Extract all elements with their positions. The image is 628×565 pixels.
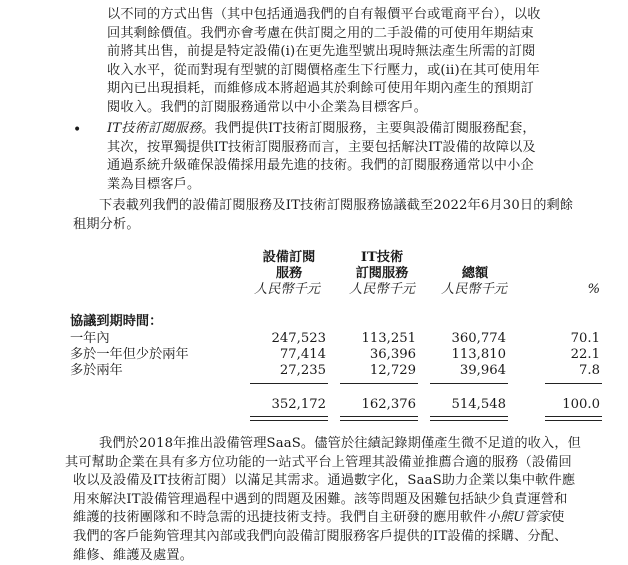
paragraph-saas [65, 435, 582, 565]
table-cell: 39,964 [459, 363, 506, 378]
text-line: 其次，按單獨提供IT技術訂閱服務而言，主要包括解決IT設備的故障以及 [107, 139, 536, 155]
total-double-rule [340, 416, 418, 421]
total-double-rule [430, 416, 508, 421]
table-cell: 7.8 [579, 363, 600, 378]
text-line: 其可幫助企業在具有多方位功能的一站式平台上管理其設備並推薦合適的服務（設備回 [65, 454, 572, 470]
app-name: 小熊U管家 [486, 510, 552, 526]
paragraph-it-subscription [107, 120, 536, 194]
text-segment: 維護的技術團隊和不時急需的迅捷技術支持。我們自主研發的應用軟件 [73, 510, 487, 526]
table-cell: 36,396 [369, 347, 416, 362]
text-segment: 使 [551, 510, 565, 526]
text-line: 租期分析。 [73, 216, 140, 232]
row-label: 多於一年但少於兩年 [70, 347, 189, 362]
text-line: 業為目標客戶。 [107, 176, 201, 192]
text-line: 我們於2018年推出設備管理SaaS。儘管於往績記錄期僅產生微不足道的收入，但 [99, 436, 582, 451]
text-line: 以不同的方式出售（其中包括通過我們的自有報價平台或電商平台），以收 [107, 7, 541, 22]
paragraph-table-intro [73, 197, 573, 234]
total-cell: 352,172 [271, 397, 326, 412]
row-label: 一年內 [70, 331, 110, 346]
table-cell: 70.1 [570, 331, 600, 346]
paragraph-resale [107, 6, 541, 118]
table-cell: 113,810 [451, 347, 506, 362]
text-line: 期內已出現損耗，而維修成本將超過其於剩餘可使用年期內產生的預期訂 [107, 81, 534, 97]
column-unit: 人民幣千元 [254, 282, 320, 297]
text-line: 前將其出售，前提是特定設備(i)在更先進型號出現時無法產生所需的訂閱 [107, 44, 536, 60]
text-line: 下表載列我們的設備訂閱服務及IT技術訂閱服務協議截至2022年6月30日的剩餘 [99, 198, 574, 213]
subtotal-rule [545, 383, 602, 384]
subtotal-rule [250, 383, 328, 384]
section-label: 協議到期時間： [70, 314, 163, 329]
text-line [73, 509, 581, 528]
column-header: 設備訂閱 [262, 250, 316, 265]
text-line: 回其剩餘價值。我們亦會考慮在供訂閱之用的二手設備的可使用年期結束 [107, 25, 534, 41]
table-cell: 360,774 [451, 331, 506, 346]
table-cell: 12,729 [369, 363, 416, 378]
bullet-term: IT技術訂閱服務 [107, 121, 202, 136]
total-cell: 100.0 [562, 397, 600, 412]
table-cell: 27,235 [279, 363, 326, 378]
text-line: 閱收入。我們的訂閱服務通常以中小企業為目標客戶。 [107, 99, 428, 115]
text-line: 用來解決IT設備管理過程中遇到的問題及困難。該等問題及困難包括缺少負責運營和 [73, 491, 568, 507]
subtotal-rule [340, 383, 418, 384]
text-line: 維修、維護及處置。 [73, 547, 194, 563]
table-cell: 77,414 [279, 347, 326, 362]
total-cell: 162,376 [361, 397, 416, 412]
column-header: 服務 [275, 266, 303, 281]
text-line: 我們的客戶能夠管理其內部或我們向設備訂閱服務客戶提供的IT設備的採購、分配、 [73, 528, 568, 544]
table-cell: 113,251 [361, 331, 416, 346]
bullet-icon: • [73, 122, 82, 138]
column-header: IT技術 [360, 250, 404, 265]
text-line: 收以及設備及IT技術訂閱）以滿足其需求。通過數字化，SaaS助力企業以集中軟件應 [73, 473, 576, 489]
column-unit: 人民幣千元 [349, 282, 415, 297]
text-line [107, 120, 536, 139]
row-label: 多於兩年 [70, 363, 123, 378]
column-unit: % [587, 282, 600, 297]
text-line: 收入水平，從而對現有型號的訂閱價格產生下行壓力，或(ii)在其可使用年 [107, 62, 540, 78]
text-segment: 。我們提供IT技術訂閱服務，主要與設備訂閱服務配套， [201, 121, 536, 136]
table-cell: 22.1 [570, 347, 600, 362]
total-cell: 514,548 [451, 397, 506, 412]
total-double-rule [250, 416, 328, 421]
total-double-rule [545, 416, 602, 421]
column-header: 總額 [461, 266, 489, 281]
text-line: 通過系統升級確保設備採用最先進的技術。我們的訂閱服務通常以中小企 [107, 158, 534, 174]
column-header: 訂閱服務 [355, 266, 409, 281]
subtotal-rule [430, 383, 508, 384]
column-unit: 人民幣千元 [441, 282, 507, 297]
table-cell: 247,523 [271, 331, 326, 346]
